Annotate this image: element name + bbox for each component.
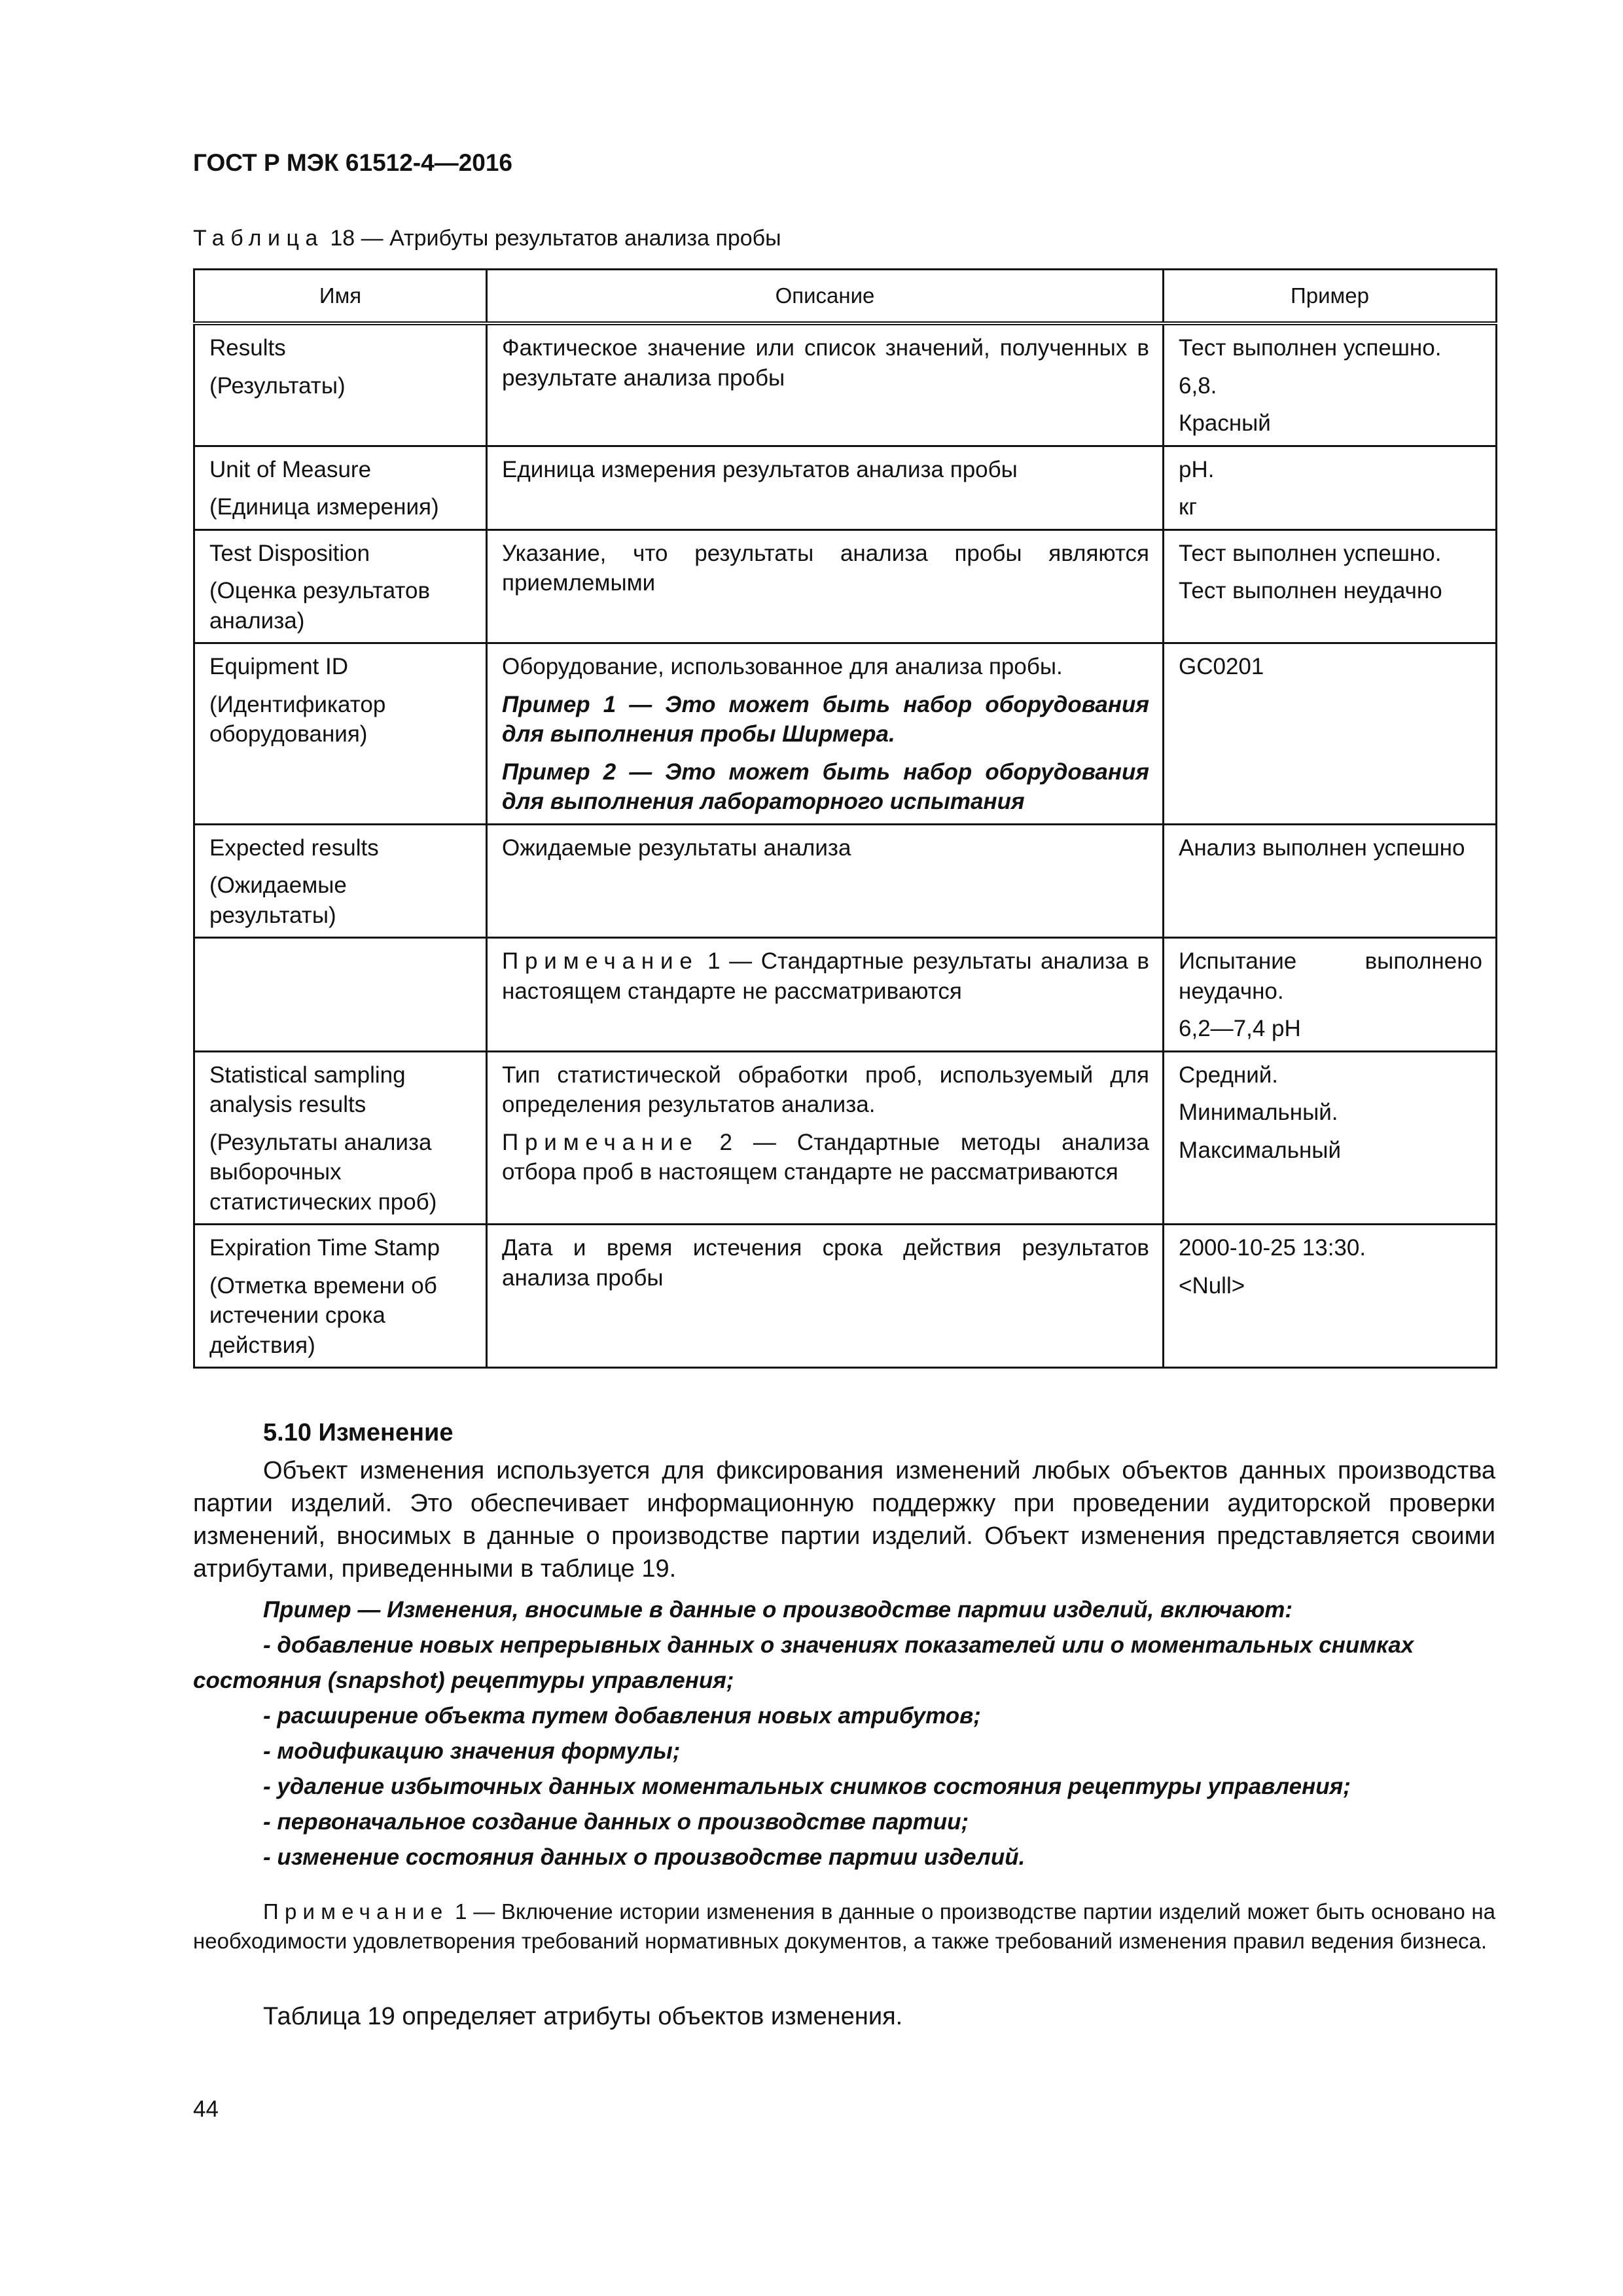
note-text: 1 — Включение истории изменения в данные о производстве партии изделий может быть основано на необходимости удовлетворения требований нормативных документов, а также требований изменения правил ведения бизнеса. [193, 1899, 1495, 1953]
section-title: 5.10 Изменение [263, 1419, 454, 1446]
table-row [194, 1051, 1497, 1225]
column-header-description: Описание [487, 270, 1164, 324]
example-value: Тест выполнен успешно. [1179, 540, 1442, 566]
attribute-name-translation: (Результаты) [209, 372, 346, 399]
cell-example [1164, 1225, 1497, 1368]
table-body [194, 323, 1497, 1368]
cell-example [1164, 323, 1497, 446]
column-header-name: Имя [194, 270, 487, 324]
example-value: 6,8. [1179, 372, 1217, 399]
table-caption-label: Таблица [193, 226, 324, 251]
table-caption [193, 226, 781, 251]
note-text: 2 — Стандартные методы анализа отбора проб в настоящем стандарте не рассматриваются [502, 1129, 1149, 1185]
attribute-name: Statistical sampling analysis results [209, 1062, 406, 1117]
example-block [193, 1592, 1495, 1875]
attribute-name: Unit of Measure [209, 456, 372, 482]
table-header-row [194, 270, 1497, 324]
attribute-name: Expiration Time Stamp [209, 1235, 440, 1261]
example-item: - изменение состояния данных о производстве партии изделий. [263, 1844, 1026, 1870]
description-text: Ожидаемые результаты анализа [502, 834, 851, 861]
description-note [502, 1128, 1149, 1187]
attribute-name: Equipment ID [209, 654, 349, 679]
example-value: Средний. [1179, 1062, 1279, 1088]
description-text: Единица измерения результатов анализа пробы [502, 456, 1018, 482]
cell-description [487, 1051, 1164, 1225]
example-value: Испытание выполнено неудачно. [1179, 948, 1482, 1004]
cell-name [194, 824, 487, 938]
attribute-name: Test Disposition [209, 540, 370, 566]
cell-name [194, 323, 487, 446]
note-label: Примечание [263, 1899, 449, 1924]
cell-description [487, 824, 1164, 938]
table-row [194, 529, 1497, 643]
attribute-name-translation: (Ожидаемые результаты) [209, 872, 347, 928]
attribute-name-translation: (Идентификатор оборудования) [209, 691, 386, 747]
example-value: Тест выполнен успешно. [1179, 335, 1442, 361]
example-value: Красный [1179, 410, 1271, 436]
note-block [193, 1897, 1495, 1956]
example-value: GC0201 [1179, 654, 1264, 679]
cell-name [194, 1051, 487, 1225]
cell-name [194, 529, 487, 643]
table-caption-text: 18 — Атрибуты результатов анализа пробы [323, 226, 781, 251]
cell-name [194, 643, 487, 825]
cell-description [487, 323, 1164, 446]
note-label: Примечание [502, 948, 699, 974]
table-row [194, 1225, 1497, 1368]
attribute-name: Expected results [209, 834, 379, 861]
description-text: Тип статистической обработки проб, используемый для определения результатов анализа. [502, 1062, 1149, 1117]
cell-description [487, 938, 1164, 1052]
attribute-name-translation: (Оценка результатов анализа) [209, 578, 431, 634]
note-label: Примечание [502, 1129, 699, 1155]
example-item: - модификацию значения формулы; [263, 1738, 681, 1764]
cell-example [1164, 446, 1497, 529]
cell-name [194, 938, 487, 1052]
attributes-table [193, 268, 1497, 1369]
cell-example [1164, 1051, 1497, 1225]
column-header-example: Пример [1164, 270, 1497, 324]
example-value: Минимальный. [1179, 1100, 1338, 1125]
cell-example [1164, 643, 1497, 825]
closing-paragraph: Таблица 19 определяет атрибуты объектов изменения. [263, 2003, 903, 2030]
cell-description [487, 529, 1164, 643]
example-value: pH. [1179, 456, 1215, 482]
table-row [194, 446, 1497, 529]
attribute-name-translation: (Единица измерения) [209, 494, 439, 520]
description-example: Пример 2 — Это может быть набор оборудования для выполнения лабораторного испытания [502, 759, 1149, 814]
document-header: ГОСТ Р МЭК 61512-4—2016 [193, 149, 513, 176]
table-row [194, 323, 1497, 446]
cell-example [1164, 938, 1497, 1052]
example-intro: Пример — Изменения, вносимые в данные о производстве партии изделий, включают: [263, 1597, 1293, 1623]
table-row [194, 824, 1497, 938]
description-text: Дата и время истечения срока действия результатов анализа пробы [502, 1235, 1149, 1291]
attribute-name: Results [209, 335, 286, 361]
description-text: Оборудование, использованное для анализа пробы. [502, 654, 1063, 679]
attribute-name-translation: (Отметка времени об истечении срока действия) [209, 1272, 437, 1358]
section-paragraph: Объект изменения используется для фиксирования изменений любых объектов данных производства партии изделий. Это обеспечивает информационную поддержку при проведении аудиторской проверки изменений, вносимых в данные о производстве партии изделий. Объект изменения представляется своими атрибутами, приведенными в таблице 19. [193, 1457, 1495, 1583]
cell-description [487, 1225, 1164, 1368]
attribute-name-translation: (Результаты анализа выборочных статистических проб) [209, 1129, 437, 1215]
cell-description [487, 446, 1164, 529]
cell-name [194, 1225, 487, 1368]
page-number: 44 [193, 2096, 219, 2122]
description-example: Пример 1 — Это может быть набор оборудования для выполнения пробы Ширмера. [502, 691, 1149, 747]
description-note [502, 946, 1149, 1006]
table-row [194, 938, 1497, 1052]
example-value: Тест выполнен неудачно [1179, 578, 1442, 603]
example-value: кг [1179, 494, 1198, 520]
cell-example [1164, 824, 1497, 938]
example-value: 6,2—7,4 pH [1179, 1016, 1301, 1041]
example-item: - первоначальное создание данных о производстве партии; [263, 1809, 969, 1835]
cell-example [1164, 529, 1497, 643]
example-item: - расширение объекта путем добавления новых атрибутов; [263, 1703, 981, 1729]
example-value: <Null> [1179, 1272, 1245, 1299]
example-item: - удаление избыточных данных моментальных снимков состояния рецептуры управления; [263, 1774, 1351, 1799]
cell-name [194, 446, 487, 529]
description-text: Фактическое значение или список значений, полученных в результате анализа пробы [502, 335, 1149, 391]
table-row [194, 643, 1497, 825]
cell-description [487, 643, 1164, 825]
description-text: Указание, что результаты анализа пробы являются приемлемыми [502, 540, 1149, 596]
example-value: Максимальный [1179, 1137, 1341, 1163]
example-value: 2000-10-25 13:30. [1179, 1235, 1366, 1261]
example-value: Анализ выполнен успешно [1179, 834, 1465, 861]
note-text: 1 — Стандартные результаты анализа в настоящем стандарте не рассматриваются [502, 948, 1149, 1004]
example-item: - добавление новых непрерывных данных о значениях показателей или о моментальных снимках состояния (snapshot) рецептуры управления; [193, 1632, 1414, 1693]
